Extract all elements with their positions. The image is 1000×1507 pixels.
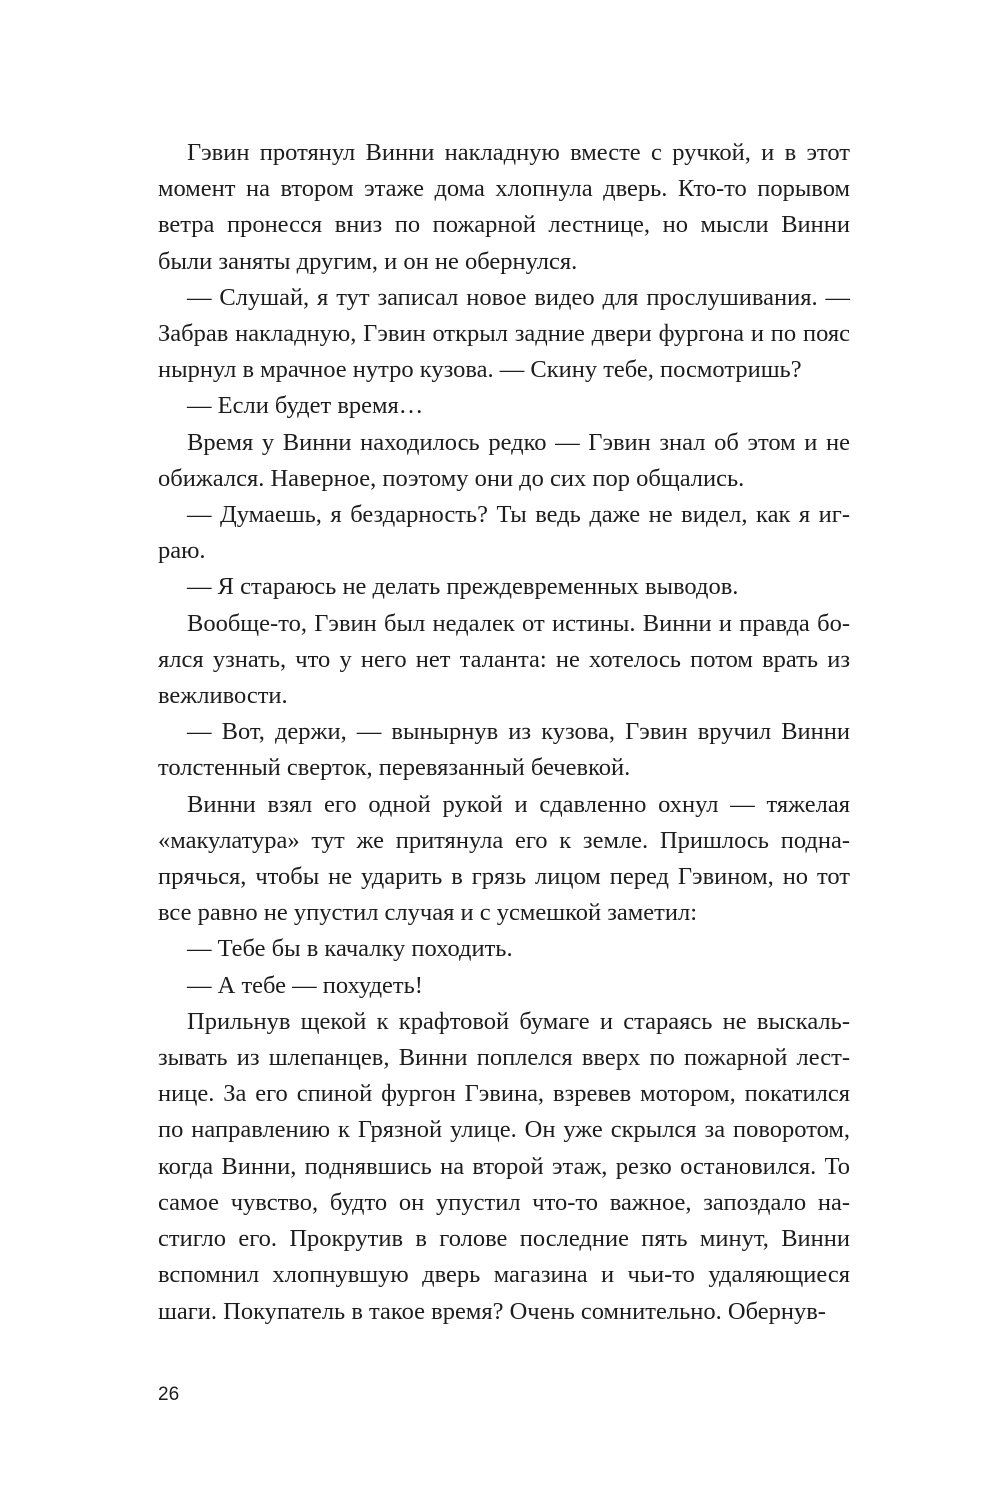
paragraph: — Слушай, я тут записал новое видео для прослушивания. — Забрав накладную, Гэвин открыл задние двери фургона и по пояс нырнул в мрачное нутро кузова. — Скину тебе, посмотришь? [158,283,850,384]
paragraph: Прильнув щекой к крафтовой бумаге и стараясь не выскальзывать из шлепанцев, Винни поплелся вверх по пожарной лестнице. За его спиной фургон Гэвина, взревев мотором, покатился по направлению к Грязной улице. Он уже скрылся за поворотом, когда Винни, поднявшись на второй этаж, резко остановился. То самое чувство, будто он упустил что-то важное, запоздало настигло его. Прокрутив в голове последние пять минут, Винни вспомнил хлопнувшую дверь магазина и чьи-то удаляющиеся шаги. Покупатель в такое время? Очень сомнительно. Обернув- [158,1007,850,1325]
page-number: 26 [158,1384,180,1405]
paragraph: — Если будет время… [187,392,424,420]
paragraph: — Вот, держи, — вынырнув из кузова, Гэвин вручил Винни толстенный сверток, перевязанный бечевкой. [158,718,850,782]
paragraph: Винни взял его одной рукой и сдавленно охнул — тяжелая «макулатура» тут же притянула его к земле. Пришлось поднапрячься, чтобы не ударить в грязь лицом перед Гэвином, но тот все равно не упустил случая и с усмешкой заметил: [158,790,850,927]
paragraph: Время у Винни находилось редко — Гэвин знал об этом и не обижался. Наверное, поэтому они до сих пор общались. [158,428,850,492]
paragraph: — А тебе — похудеть! [187,971,423,999]
page-body [158,135,850,1330]
paragraph: — Думаешь, я бездарность? Ты ведь даже не видел, как я играю. [158,501,850,565]
paragraph: — Я стараюсь не делать преждевременных выводов. [187,573,739,601]
paragraph: — Тебе бы в качалку походить. [187,935,513,963]
paragraph: Вообще-то, Гэвин был недалек от истины. Винни и правда боялся узнать, что у него нет таланта: не хотелось потом врать из вежливости. [158,609,850,710]
paragraph: Гэвин протянул Винни накладную вместе с ручкой, и в этот момент на втором этаже дома хлопнула дверь. Кто-то порывом ветра пронесся вниз по пожарной лестнице, но мысли Винни были заняты другим, и он не обернулся. [158,139,850,275]
